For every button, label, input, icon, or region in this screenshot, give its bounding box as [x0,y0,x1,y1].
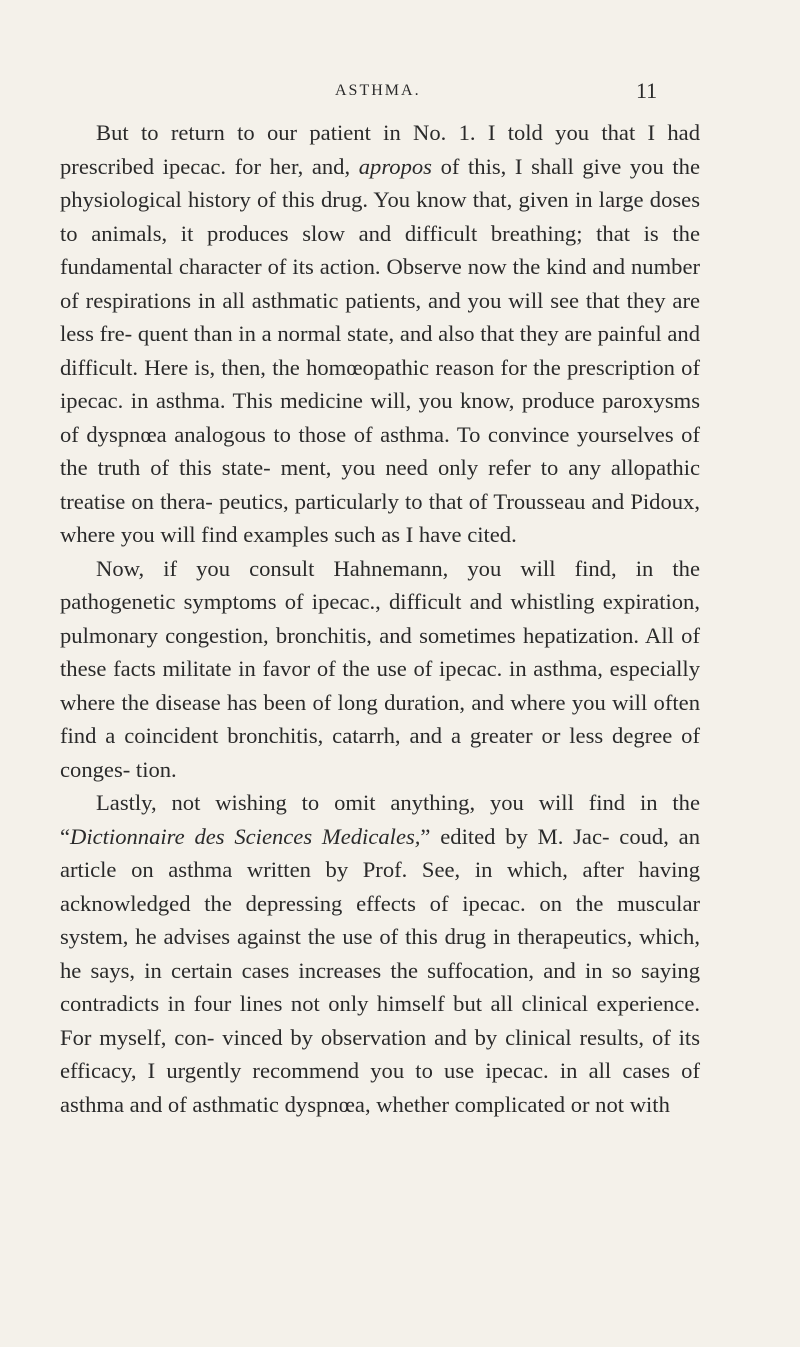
paragraph-3-text: Lastly, not wishing to omit anything, you will find in the “ [60,790,700,849]
paragraph-2-text: Now, if you consult Hahnemann, you will find, in the pathogenetic symptoms of ipecac., difficult and whistling expiration, pulmonary congestion, bronchitis, and sometimes hepatization. All of these facts militate in favor of the use of ipecac. in asthma, especially where the disease has been of long duration, and where you will often find a coincident bronchitis, catarrh, and a greater or less degree of conges- tion. [60,555,700,782]
page-header [0,78,800,108]
body-text [60,116,700,1121]
italic-dictionnaire-title: Dictionnaire des Sciences Medicales, [70,823,421,849]
running-title: ASTHMA. [335,82,421,99]
paragraph-1 [60,116,700,552]
paragraph-3 [60,786,700,1121]
page-number: 11 [636,78,658,103]
paragraph-2 [60,552,700,787]
paragraph-1-text: But to return to our patient in No. 1. I told you that I had prescribed ipecac. for her, and, [60,120,700,179]
paragraph-1-text-cont: of this, I shall give you the physiological history of this drug. You know that, given in large doses to animals, it produces slow and difficult breathing; that is the fundamental character of its action. Observe now the kind and number of respirations in all asthmatic patients, and you will see that they are less fre- quent than in a normal state, and also that they are painful and difficult. Here is, then, the homœopathic reason for the prescription of ipecac. in asthma. This medicine will, you know, produce paroxysms of dyspnœa analogous to those of asthma. To convince yourselves of the truth of this state- ment, you need only refer to any allopathic treatise on thera- peutics, particularly to that of Trousseau and Pidoux, where you will find examples such as I have cited. [60,153,700,547]
paragraph-3-text-cont: ” edited by M. Jac- coud, an article on asthma written by Prof. See, in which, after having acknowledged the depressing effects of ipecac. on the muscular system, he advises against the use of this drug in therapeutics, which, he says, in certain cases increases the suffocation, and in so saying contradicts in four lines not only himself but all clinical experience. For myself, con- vinced by observation and by clinical results, of its efficacy, I urgently recommend you to use ipecac. in all cases of asthma and of asthmatic dyspnœa, whether complicated or not with [60,823,700,1117]
italic-apropos: apropos [358,153,432,179]
